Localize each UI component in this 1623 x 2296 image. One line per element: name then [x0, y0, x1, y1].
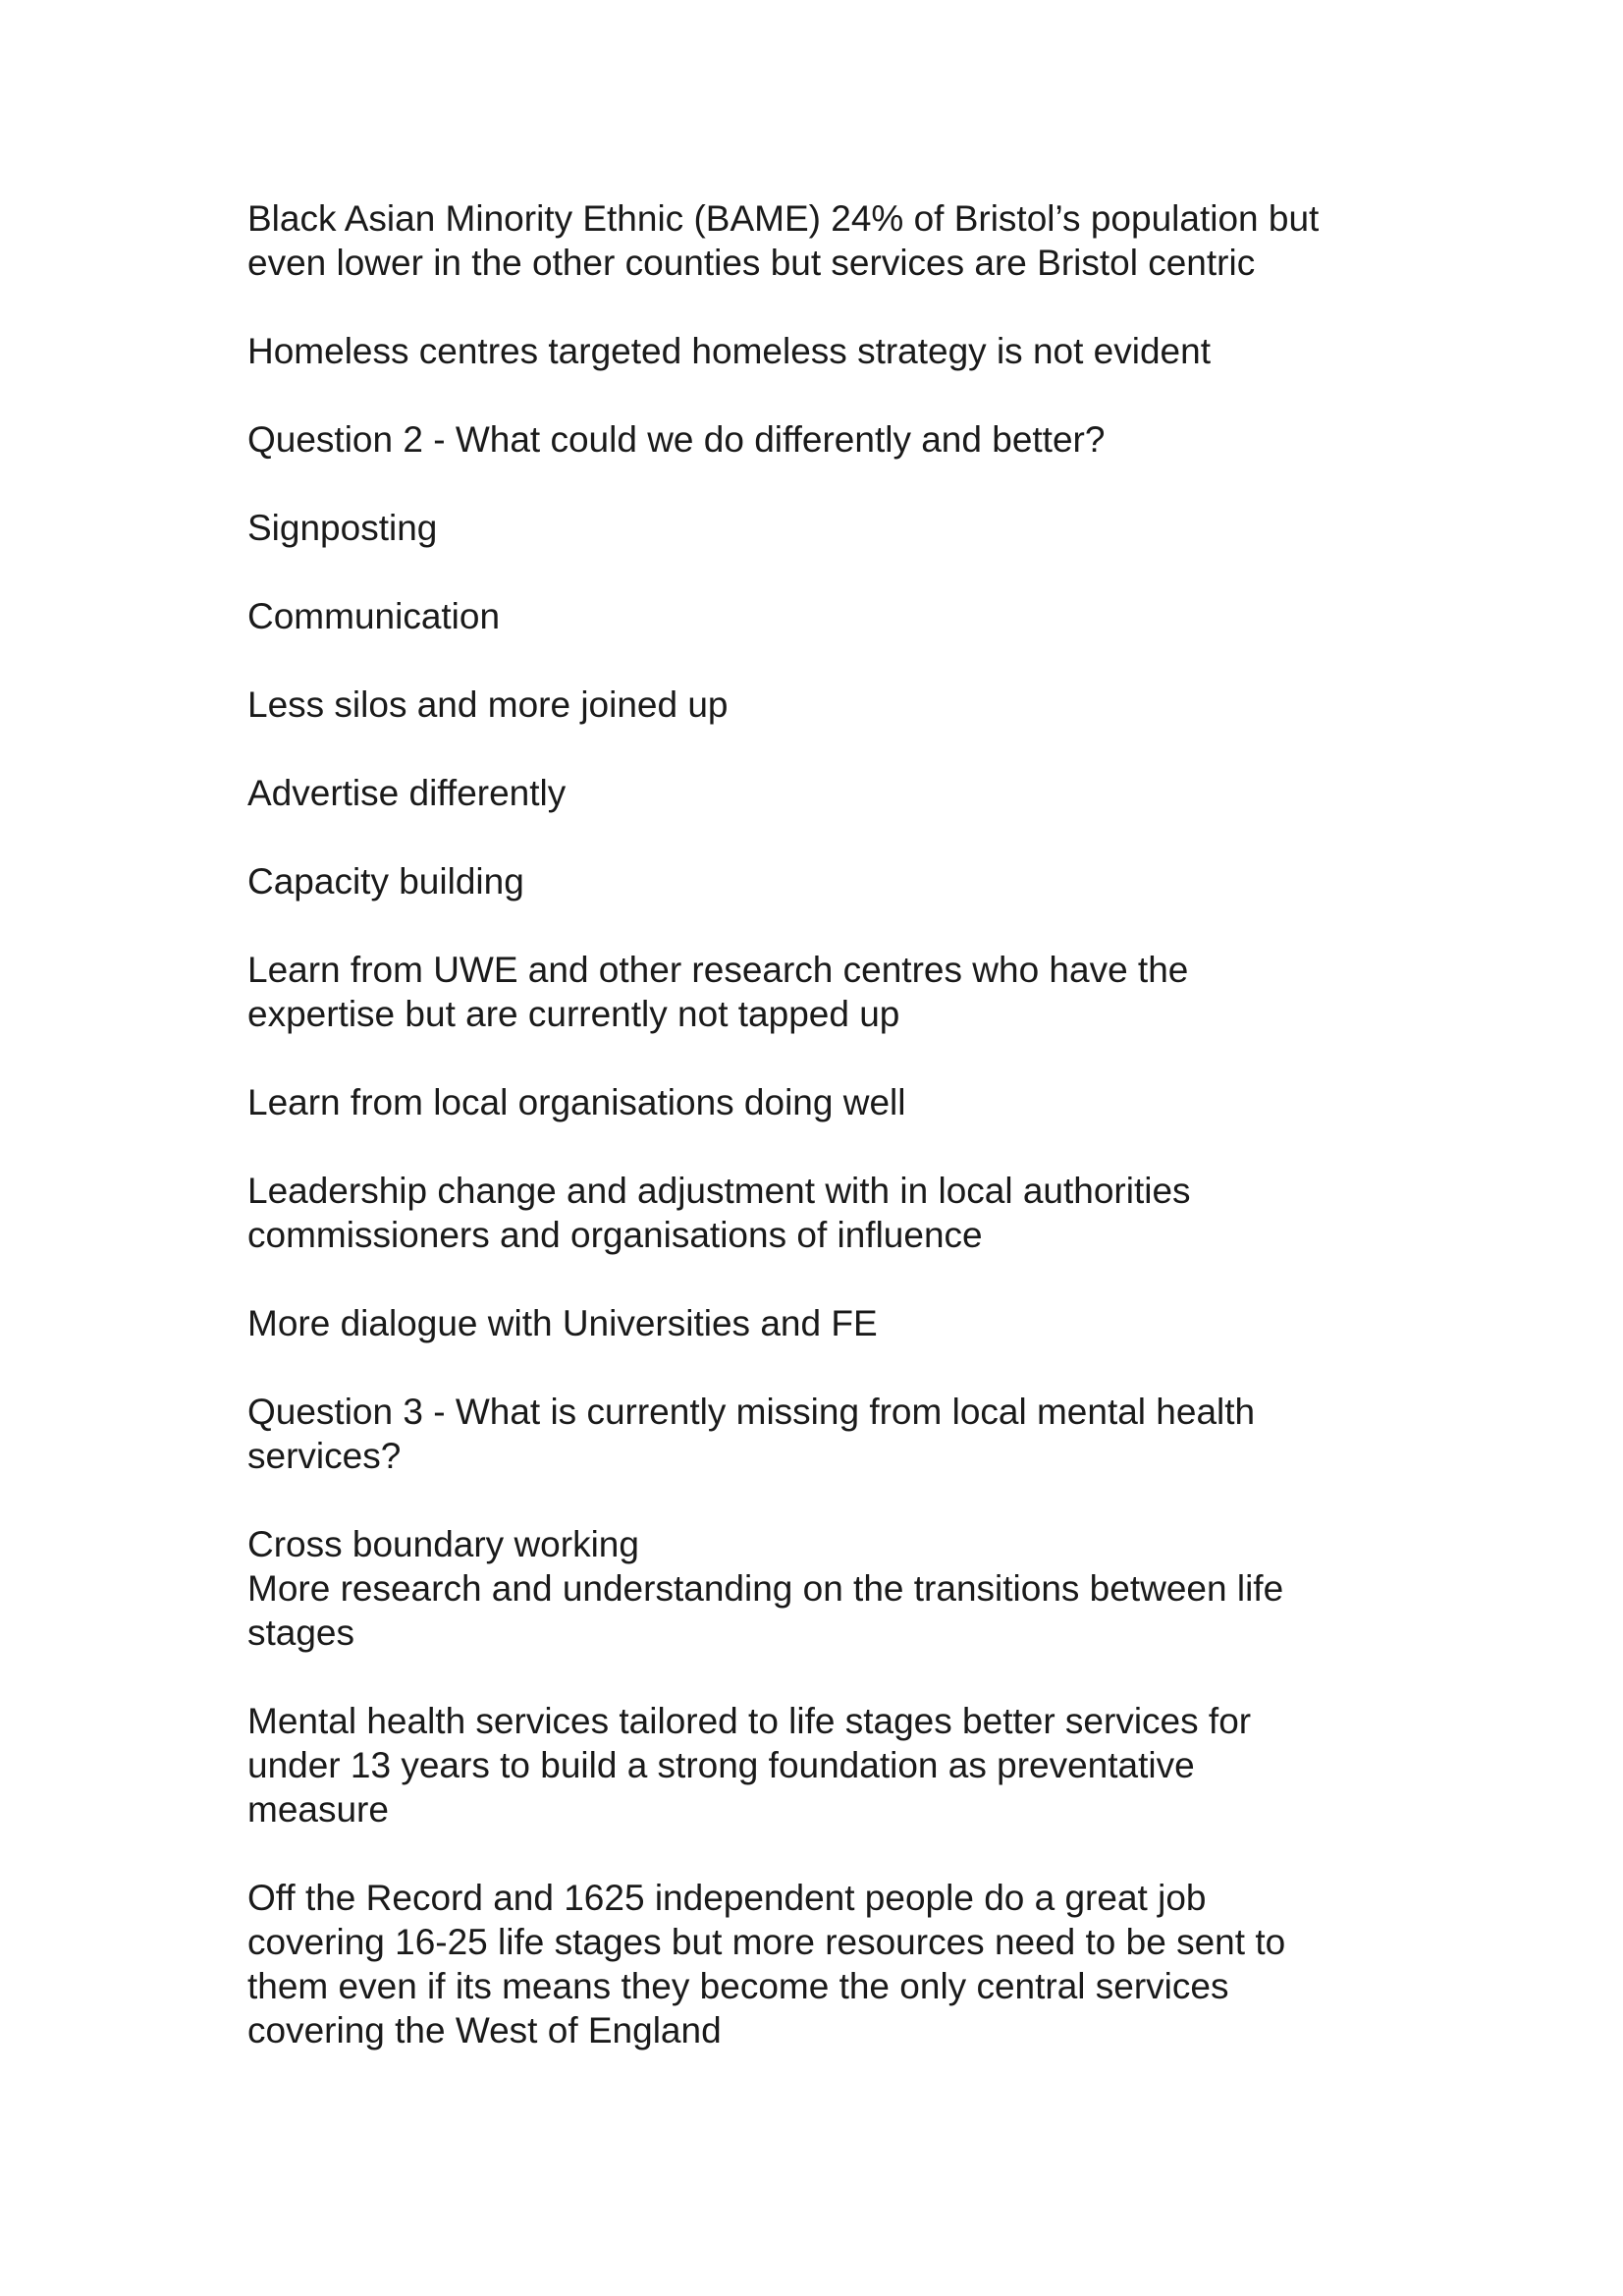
text-line: Leadership change and adjustment with in local authorities [247, 1171, 1191, 1211]
paragraph-advertise [247, 771, 1445, 815]
text-line: Question 2 - What could we do differently and better? [247, 419, 1106, 460]
question-2-heading [247, 417, 1445, 462]
paragraph-bame-population [247, 196, 1445, 285]
paragraph-dialogue [247, 1301, 1445, 1345]
paragraph-off-the-record [247, 1876, 1445, 2052]
paragraph-capacity-building [247, 859, 1445, 903]
text-line: Less silos and more joined up [247, 684, 729, 725]
paragraph-homeless-centres [247, 329, 1445, 373]
text-line: stages [247, 1613, 355, 1653]
paragraph-leadership [247, 1169, 1445, 1257]
text-line: commissioners and organisations of influence [247, 1215, 983, 1255]
text-line: under 13 years to build a strong foundation as preventative [247, 1745, 1195, 1785]
text-line: services? [247, 1436, 402, 1476]
text-line: Communication [247, 596, 501, 636]
text-line: Cross boundary working [247, 1524, 639, 1564]
paragraph-mental-health-tailored [247, 1699, 1445, 1831]
paragraph-cross-boundary [247, 1522, 1445, 1655]
text-line: Advertise differently [247, 773, 567, 813]
question-3-heading [247, 1390, 1445, 1478]
text-line: Learn from local organisations doing well [247, 1082, 906, 1122]
text-line: Off the Record and 1625 independent people do a great job [247, 1878, 1207, 1918]
text-line: even lower in the other counties but services are Bristol centric [247, 243, 1256, 283]
text-line: covering 16-25 life stages but more resources need to be sent to [247, 1922, 1286, 1962]
text-line: More research and understanding on the transitions between life [247, 1568, 1284, 1609]
text-line: measure [247, 1789, 389, 1830]
paragraph-communication [247, 594, 1445, 638]
paragraph-signposting [247, 506, 1445, 550]
text-line: Signposting [247, 508, 438, 548]
text-line: Learn from UWE and other research centres who have the [247, 950, 1189, 990]
text-line: Homeless centres targeted homeless strategy is not evident [247, 331, 1211, 371]
text-line: Question 3 - What is currently missing from local mental health [247, 1392, 1256, 1432]
document-body [247, 196, 1445, 2097]
paragraph-less-silos [247, 683, 1445, 727]
text-line: covering the West of England [247, 2010, 722, 2050]
text-line: Black Asian Minority Ethnic (BAME) 24% of Bristol’s population but [247, 198, 1320, 239]
text-line: Capacity building [247, 861, 524, 902]
text-line: them even if its means they become the only central services [247, 1966, 1229, 2006]
text-line: Mental health services tailored to life stages better services for [247, 1701, 1252, 1741]
text-line: More dialogue with Universities and FE [247, 1303, 878, 1343]
paragraph-learn-from-uwe [247, 948, 1445, 1036]
paragraph-learn-local [247, 1080, 1445, 1124]
text-line: expertise but are currently not tapped up [247, 994, 900, 1034]
